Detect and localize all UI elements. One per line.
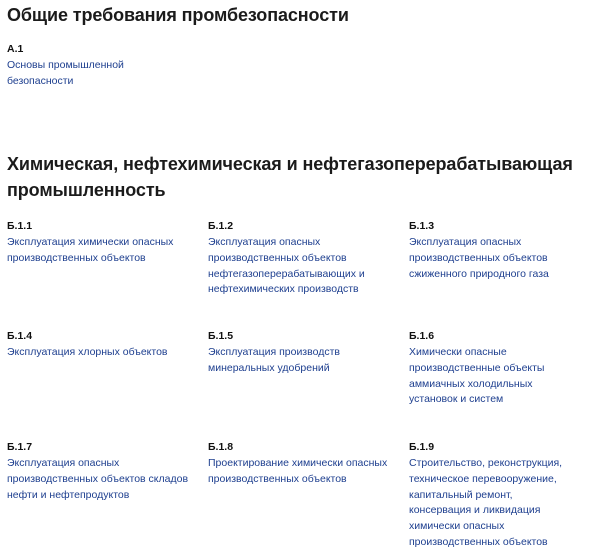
requirement-link[interactable]: Эксплуатация химически опасных производственных объектов [7,236,174,264]
requirement-card-b1-8 [208,440,390,488]
requirement-card-b1-6 [409,329,577,408]
requirement-code: А.1 [7,43,24,55]
requirement-code: Б.1.2 [208,220,234,232]
section-title-chemical: Химическая, нефтехимическая и нефтегазоперерабатывающая промышленность [7,154,573,200]
requirement-link[interactable]: Эксплуатация опасных производственных объектов складов нефти и нефтепродуктов [7,457,189,501]
requirement-code: Б.1.6 [409,330,435,342]
requirement-card-b1-5 [208,329,390,377]
requirement-card-b1-1 [7,219,189,267]
requirement-card-b1-2 [208,219,390,298]
requirement-card-b1-4 [7,329,189,361]
requirement-code: Б.1.7 [7,441,33,453]
requirement-card-b1-9 [409,440,577,551]
requirement-link[interactable]: Эксплуатация производств минеральных удобрений [208,346,340,374]
requirement-code: Б.1.4 [7,330,33,342]
requirement-code: Б.1.9 [409,441,435,453]
requirement-link[interactable]: Эксплуатация хлорных объектов [7,346,168,358]
section-title-general: Общие требования промбезопасности [7,5,349,25]
requirement-link[interactable]: Химически опасные производственные объекты аммиачных холодильных установок и систем [409,346,545,406]
requirement-code: Б.1.5 [208,330,234,342]
requirement-link[interactable]: Эксплуатация опасных производственных объектов нефтегазоперерабатывающих и нефтехимических производств [208,236,365,296]
requirement-code: Б.1.1 [7,220,33,232]
requirement-card-a1 [7,42,157,90]
requirement-card-b1-7 [7,440,189,503]
requirement-link[interactable]: Основы промышленной безопасности [7,59,124,87]
requirement-card-b1-3 [409,219,577,282]
requirement-code: Б.1.3 [409,220,435,232]
requirement-code: Б.1.8 [208,441,234,453]
requirement-link[interactable]: Эксплуатация опасных производственных объектов сжиженного природного газа [409,236,549,280]
requirement-link[interactable]: Строительство, реконструкция, техническое перевооружение, капитальный ремонт, консервация и ликвидация химически опасных производственных объектов [409,457,563,548]
requirement-link[interactable]: Проектирование химически опасных производственных объектов [208,457,388,485]
